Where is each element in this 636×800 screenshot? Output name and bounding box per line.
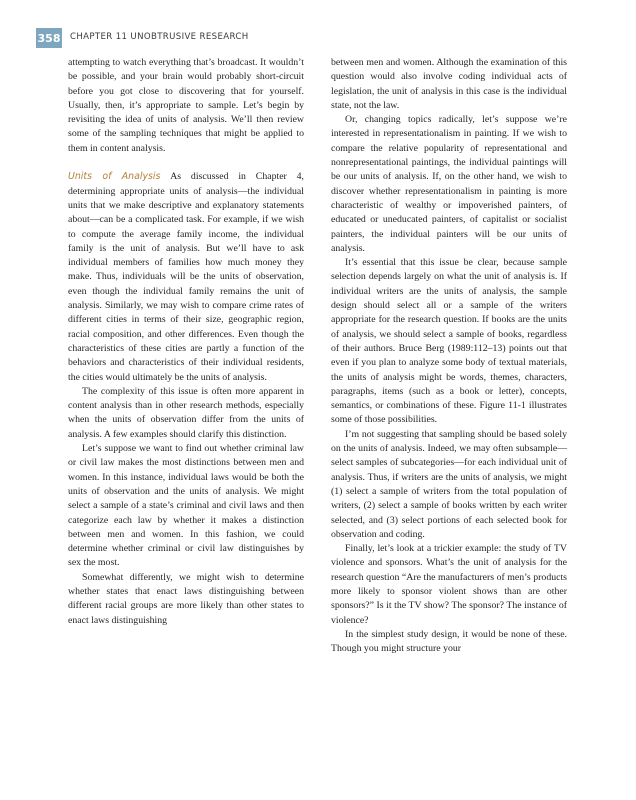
left-column (68, 56, 304, 628)
running-head: CHAPTER 11 UNOBTRUSIVE RESEARCH (70, 32, 249, 42)
paragraph: Somewhat differently, we might wish to determine whether states that enact laws distinguishing between different racial groups are more likely than other states to enact laws distinguishing (68, 571, 304, 626)
paragraph: In the simplest study design, it would be none of these. Though you might structure your (331, 628, 567, 655)
paragraph: attempting to watch everything that’s broadcast. It wouldn’t be possible, and your brain would probably short-circuit before you got close to discovering that for yourself. Usually, then, it’s appropriate to sample. Let’s begin by revisiting the idea of units of analysis. We’ll then review some of the sampling techniques that might be applied to them in content analysis. (68, 57, 304, 154)
paragraph: Let’s suppose we want to find out whether criminal law or civil law makes the most distinctions between men and women. In this instance, individual laws would be both the units of observation and the units of analysis. We might select a sample of a state’s criminal and civil laws and then categorize each law by whether it makes a distinction between men and women. In this fashion, we could determine whether criminal or civil law distinguishes by sex the most. (68, 443, 304, 569)
paragraph: I’m not suggesting that sampling should be based solely on the units of analysis. Indeed, we may often subsample—select samples of subcategories—for each individual unit of analysis. Thus, if writers are the units of analysis, we might (1) select a sample of writers from the total population of writers, (2) select a sample of books written by each writer selected, and (3) select portions of each selected book for observation and coding. (331, 428, 567, 540)
paragraph: between men and women. Although the examination of this question would also involve coding individual acts of legislation, the unit of analysis in this case is the individual state, not the law. (331, 57, 567, 111)
paragraph: The complexity of this issue is often more apparent in content analysis than in other research methods, especially when the units of observation differ from the units of analysis. A few examples should clarify this distinction. (68, 385, 304, 440)
paragraph-units-of-analysis (68, 170, 304, 384)
paragraph: It’s essential that this issue be clear, because sample selection depends largely on what the unit of analysis is. If individual writers are the units of analysis, the sample design should select all or a sample of the writers appropriate for the research question. If books are the units of analysis, we should select a sample of books, regardless of their authors. Bruce Berg (1989:112–13) points out that even if you plan to analyze some body of textual materials, the units of analysis might be words, themes, characters, paragraphs, items (such as a book or letter), concepts, semantics, or combinations of these. Figure 11-1 illustrates some of those possibilities. (331, 257, 567, 426)
paragraph: Or, changing topics radically, let’s suppose we’re interested in representationalism in painting. If we wish to compare the relative popularity of representational and nonrepresentational paintings, the individual paintings will be our units of analysis. If, on the other hand, we wish to discover whether representationalism in painting is more characteristic of wealthy or impoverished painters, of educated or uneducated painters, of capitalist or socialist painters, the individual painters will be our units of analysis. (331, 114, 567, 254)
paragraph-text: As discussed in Chapter 4, determining appropriate units of analysis—the individual units that we make descriptive and explanatory statements about—can be a complicated task. For example, if we wish to compute the average family income, the individual family is the unit of analysis. But we’ll have to ask individual members of families how much money they make. Thus, individuals will be the units of observation, even though the individual family remains the unit of analysis. Similarly, we may wish to compare crime rates of different cities in terms of their size, geographic region, racial composition, and other differences. Even though the characteristics of these cities are partly a function of the behaviors and characteristics of their individual residents, the cities would ultimately be the units of analysis. (68, 171, 304, 383)
paragraph: Finally, let’s look at a trickier example: the study of TV violence and sponsors. What’s the unit of analysis for the research question “Are the manufacturers of men’s products more likely to sponsor violent shows than are other sponsors?” Is it the TV show? The sponsor? The instance of violence? (331, 543, 567, 626)
right-column (331, 56, 567, 656)
section-subhead: Units of Analysis (68, 171, 161, 183)
page-number: 358 (36, 28, 62, 48)
